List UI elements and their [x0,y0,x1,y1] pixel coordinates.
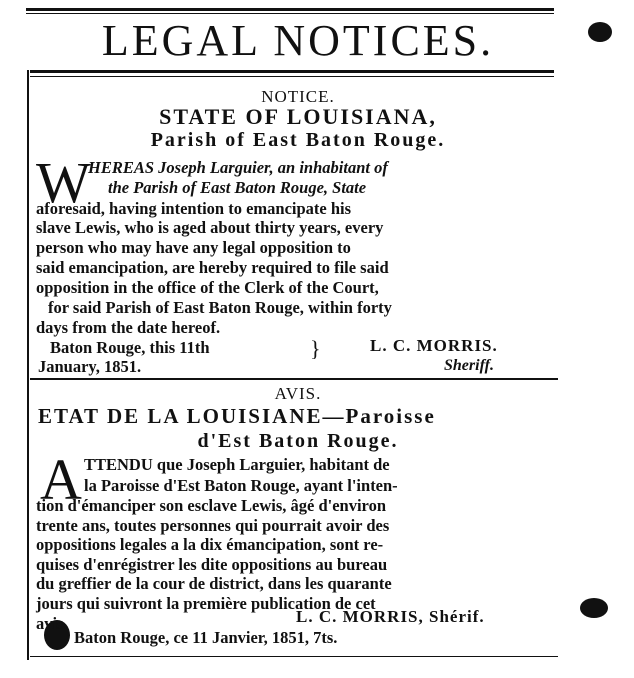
notice-body-line: HEREAS Joseph Larguier, an inhabitant of [88,158,388,177]
notice-body-line: said emancipation, are hereby required to file said [36,258,389,277]
avis-body-line: quises d'enrégistrer les dite oppositions au bureau [36,555,388,574]
ink-blot [580,598,608,618]
bottom-rule [30,656,558,657]
avis-kicker: AVIS. [274,384,322,403]
notice-signature-title: Sheriff. [444,357,494,374]
notice-body-line: days from the date hereof. [36,318,221,337]
avis-signature: L. C. MORRIS, Shérif. [296,607,485,626]
notice-divider [30,378,558,380]
notice-kicker: NOTICE. [261,87,335,106]
avis-state-heading: ETAT DE LA LOUISIANE—Paroisse [38,404,436,428]
notice-body-line: the Parish of East Baton Rouge, State [108,178,367,197]
brace-mark: } [310,336,321,361]
drop-cap: W [36,150,91,215]
avis-parish-heading: d'Est Baton Rouge. [197,430,399,452]
drop-cap: A [40,447,82,512]
page-title: LEGAL NOTICES. [101,16,495,65]
avis-body-line: la Paroisse d'Est Baton Rouge, ayant l'inten- [84,476,398,495]
ink-blot [588,22,612,42]
notice-body-line: person who may have any legal opposition to [36,238,351,257]
avis-body-line: TTENDU que Joseph Larguier, habitant de [84,455,390,474]
avis-body-line: tion d'émanciper son esclave Lewis, âgé d'environ [36,496,387,515]
notice-body-line: for said Parish of East Baton Rouge, within forty [48,298,392,317]
avis-body-line: trente ans, toutes personnes qui pourrait avoir des [36,516,390,535]
notice-date-line: January, 1851. [38,357,142,376]
notice-parish-heading: Parish of East Baton Rouge. [150,129,446,151]
notice-date-line: Baton Rouge, this 11th [50,338,210,357]
notice-body-line: aforesaid, having intention to emancipate his [36,199,352,218]
avis-closing: Baton Rouge, ce 11 Janvier, 1851, 7ts. [74,628,338,647]
top-rule-thin [26,13,554,14]
notice-signature: L. C. MORRIS. [370,336,498,355]
header-rule [30,70,554,73]
column-border-left [27,70,29,660]
notice-body-line: opposition in the office of the Clerk of the Court, [36,278,379,297]
avis-body-line: oppositions legales a la dix émancipation, sont re- [36,535,384,554]
avis-body-line: du greffier de la cour de district, dans les quarante [36,574,392,593]
header-rule-thin [30,76,554,77]
notice-state-heading: STATE OF LOUISIANA, [159,104,437,129]
top-rule [26,8,554,11]
avis-body-line: jours qui suivront la première publication de cet [36,594,376,613]
notice-body-line: slave Lewis, who is aged about thirty years, every [36,218,384,237]
avis-body-line: avis. [36,614,68,633]
